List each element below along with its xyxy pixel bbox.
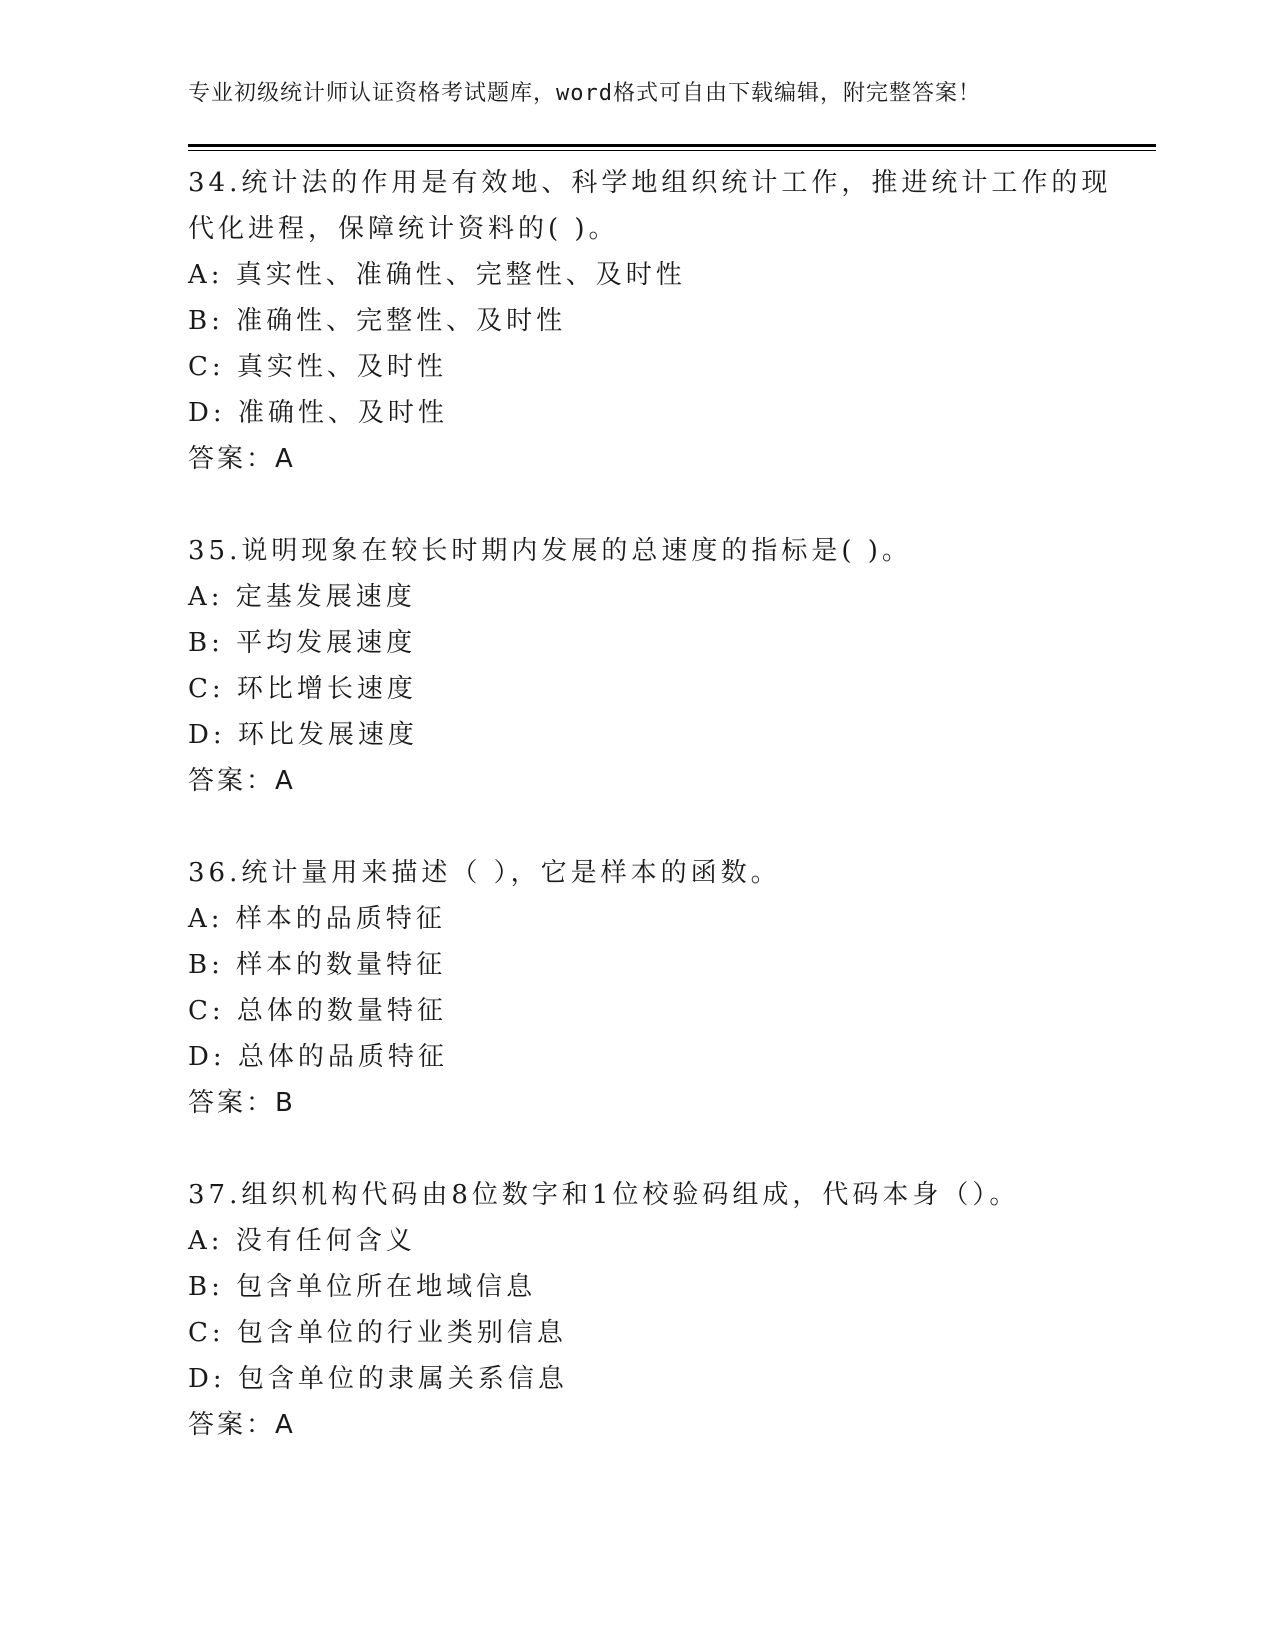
option-c: C: 真实性、及时性: [188, 352, 447, 382]
option-d: D: 包含单位的隶属关系信息: [188, 1364, 568, 1394]
header-rule-thick: [188, 144, 1156, 147]
header-rule-thin: [188, 150, 1156, 151]
question-stem: 代化进程，保障统计资料的( )。: [188, 214, 619, 244]
option-d: D: 准确性、及时性: [188, 398, 448, 428]
option-b: B: 准确性、完整性、及时性: [188, 306, 567, 336]
question-list: [188, 160, 1112, 1494]
option-c: C: 环比增长速度: [188, 674, 417, 704]
option-b: B: 平均发展速度: [188, 628, 417, 658]
question-stem: 35.说明现象在较长时期内发展的总速度的指标是( )。: [188, 536, 912, 566]
page-header: 专业初级统计师认证资格考试题库，word格式可自由下载编辑，附完整答案！: [188, 81, 981, 106]
question-stem: 36.统计量用来描述（ ），它是样本的函数。: [188, 858, 781, 888]
question-36: [188, 850, 1088, 1126]
answer-label: 答案：A: [188, 444, 296, 474]
option-d: D: 总体的品质特征: [188, 1042, 448, 1072]
option-a: A: 定基发展速度: [188, 582, 416, 612]
option-a: A: 真实性、准确性、完整性、及时性: [188, 260, 686, 290]
option-b: B: 包含单位所在地域信息: [188, 1272, 537, 1302]
question-stem: 34.统计法的作用是有效地、科学地组织统计工作，推进统计工作的现: [188, 168, 1112, 198]
option-b: B: 样本的数量特征: [188, 950, 447, 980]
option-a: A: 样本的品质特征: [188, 904, 446, 934]
option-c: C: 总体的数量特征: [188, 996, 447, 1026]
option-d: D: 环比发展速度: [188, 720, 418, 750]
answer-label: 答案：B: [188, 1088, 296, 1118]
question-37: [188, 1172, 1088, 1448]
question-34: [188, 160, 1112, 482]
answer-label: 答案：A: [188, 766, 296, 796]
option-a: A: 没有任何含义: [188, 1226, 416, 1256]
answer-label: 答案：A: [188, 1410, 296, 1440]
question-35: [188, 528, 1088, 804]
option-c: C: 包含单位的行业类别信息: [188, 1318, 567, 1348]
question-stem: 37.组织机构代码由8位数字和1位校验码组成，代码本身（）。: [188, 1180, 1020, 1210]
